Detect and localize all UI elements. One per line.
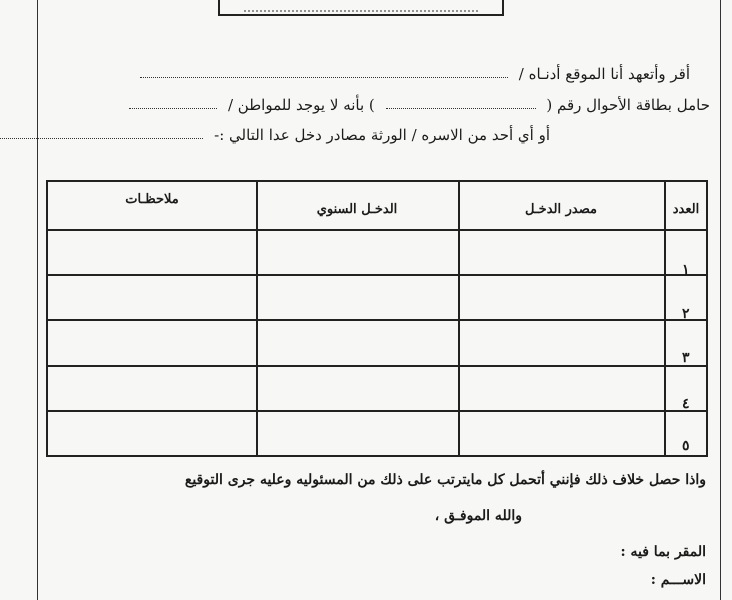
header-notes: ملاحظـات (125, 191, 179, 207)
row-number-1: ١ (682, 262, 690, 278)
header-income-source: مصدر الدخـل (525, 201, 597, 217)
pledge-line-2 (123, 96, 710, 114)
citizen-label: ) بأنه لا يوجد للمواطن / (227, 96, 375, 114)
id-number-fill-field[interactable] (386, 104, 536, 109)
row-number-3: ٣ (682, 350, 690, 366)
name-fill-field[interactable] (140, 73, 508, 78)
row-number-5: ٥ (682, 438, 690, 454)
pledge-line-3 (0, 126, 550, 144)
income-sources-label: أو أي أحد من الاسره / الورثة مصادر دخل عدا التالي :- (214, 126, 550, 144)
income-table (46, 180, 708, 457)
header-annual-income: الدخـل السنوي (316, 201, 398, 217)
name-label: الاســـم : (650, 572, 706, 588)
pledge-line-1 (134, 65, 690, 83)
page-border-left (37, 0, 38, 600)
row-number-2: ٢ (682, 306, 690, 322)
liability-statement: واذا حصل خلاف ذلك فإنني أتحمل كل مايترتب على ذلك من المسئوليه وعليه جرى التوقيع (184, 472, 706, 488)
pledge-line-1-text: أقر وأتعهد أنا الموقع أدنـاه / (518, 65, 690, 83)
closing-blessing: والله الموفـق ، (434, 508, 522, 524)
header-number: العدد (672, 201, 700, 217)
row-number-4: ٤ (682, 396, 690, 412)
title-box (218, 0, 504, 16)
declarant-label: المقر بما فيه : (620, 544, 706, 560)
title-text-cropped (244, 4, 478, 12)
citizen-name-fill-field[interactable] (129, 104, 217, 109)
family-member-fill-field[interactable] (0, 134, 203, 139)
id-card-label: حامل بطاقة الأحوال رقم ( (546, 96, 710, 114)
page-border-right (720, 0, 721, 600)
